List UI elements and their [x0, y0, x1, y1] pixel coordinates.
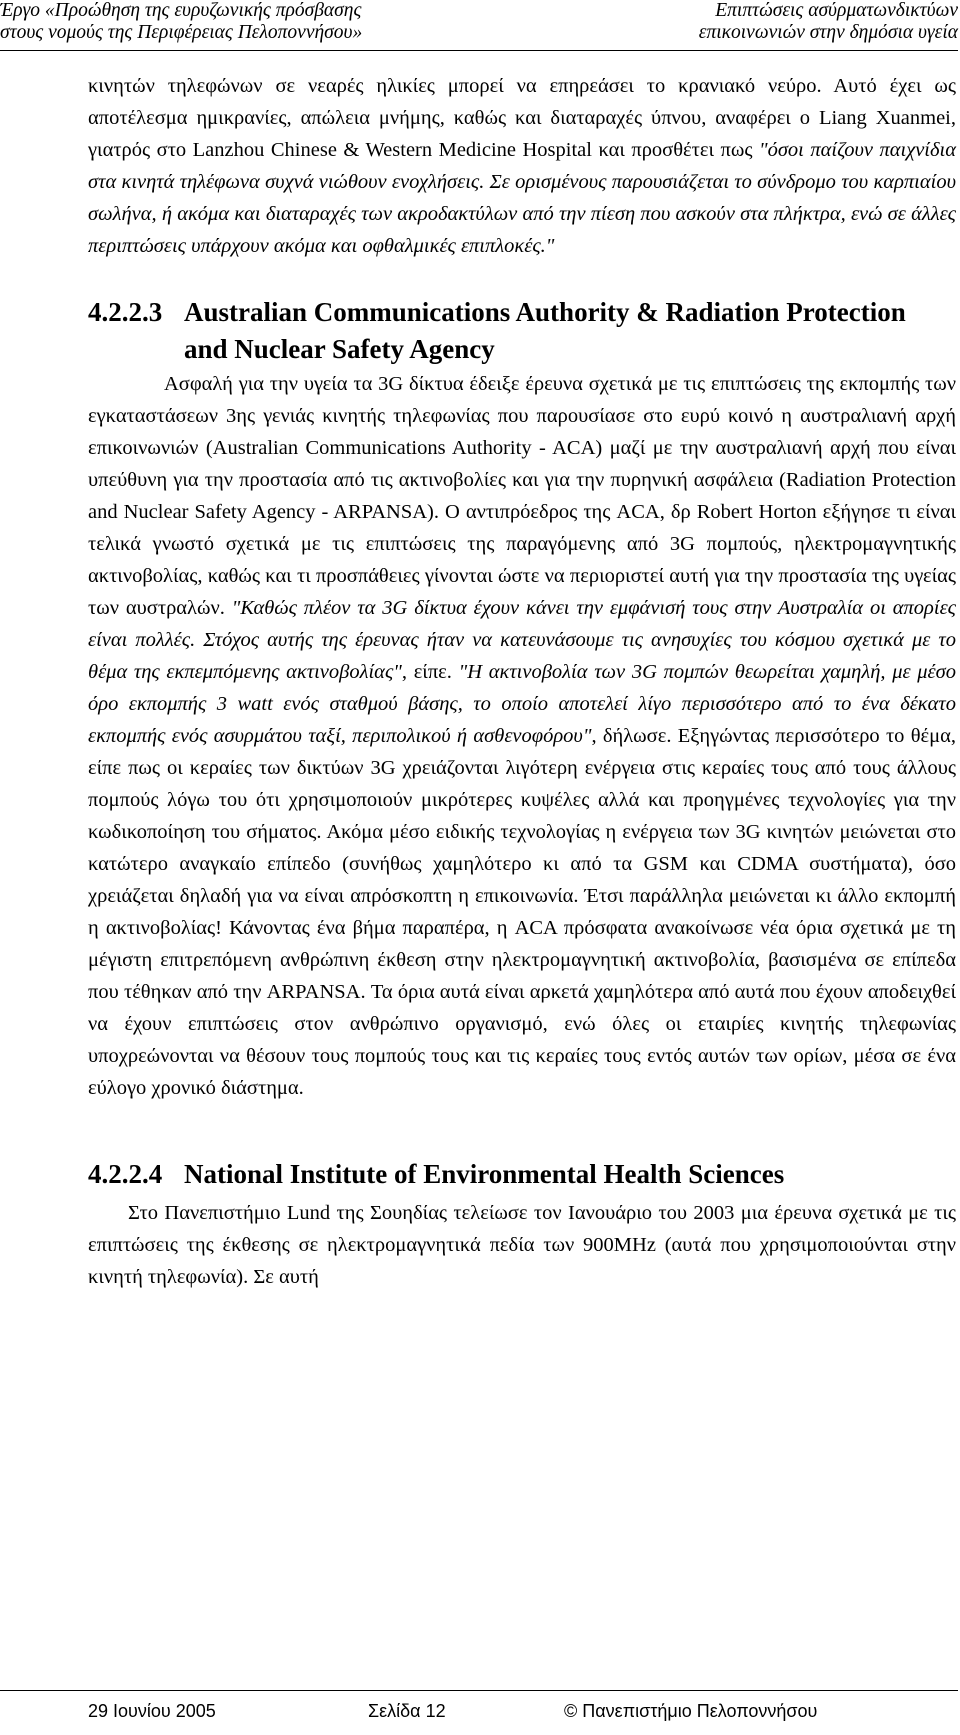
paragraph-text: , είπε. — [401, 661, 459, 683]
footer-page-number: Σελίδα 12 — [368, 1701, 446, 1721]
header-rule — [0, 50, 958, 51]
header-right-line-2: επικοινωνιών στην δημόσια υγεία — [698, 22, 958, 43]
quote-text: "όσοι παίζουν παιχνίδια στα κινητά τηλέφωνα συχνά νιώθουν ενοχλήσεις. Σε ορισμένους παρουσιάζεται το σύνδρομο του καρπιαίου σωλήνα, ή ακόμα και διαταραχές των ακροδακτύλων από την πίεση που ασκούν στα πλήκτρα, ενώ σε άλλες περιπτώσεις υπάρχουν ακόμα και οφθαλμικές επιπλοκές." — [88, 139, 956, 257]
paragraph-lund: Στο Πανεπιστήμιο Lund της Σουηδίας τελείωσε τον Ιανουάριο του 2003 μια έρευνα σχετικά με τις επιπτώσεις της έκθεσης σε ηλεκτρομαγνητικά πεδία των 900MHz (αυτά που χρησιμοποιούνται στην κινητή τηλεφωνία). Σε αυτή — [88, 1202, 956, 1288]
header-left — [0, 0, 362, 44]
section-title: Australian Communications Authority & Radiation Protection and Nuclear Safety Agency — [184, 297, 906, 364]
paragraph-continuation — [88, 70, 956, 262]
section-heading-4-2-2-3 — [88, 294, 956, 368]
section-title: National Institute of Environmental Health Sciences — [184, 1159, 785, 1189]
quote-text: "Η ακτινοβολία των 3G πομπών θεωρείται χαμηλή, με μέσο όρο εκπομπής 3 watt ενός σταθμού βάσης, το οποίο αποτελεί λίγο περισσότερο από το ένα δέκατο εκπομπής ενός ασυρμάτου ταξί, περιπολικού ή ασθενοφόρου" — [88, 661, 956, 747]
paragraph-aca — [88, 368, 956, 1104]
paragraph-text: , δήλωσε. Εξηγώντας περισσότερο το θέμα, είπε πως οι κεραίες των δικτύων 3G χρειάζονται λιγότερη ενέργεια στις κεραίες τους από τους άλλους πομπούς λόγω του ότι χρησιμοποιούν μικρότερες κυψέλες αλλά και προηγμένες τεχνολογίες για την κωδικοποίηση του σήματος. Ακόμα μέσο ειδικής τεχνολογίας η ενέργεια των 3G κινητών μειώνεται στο κατώτερο αναγκαίο επίπεδο (συνήθως χαμηλότερο κι από τα GSM και CDMA συστήματα), όσο χρειάζεται δηλαδή για να είναι απρόσκοπτη η επικοινωνία. Έτσι παράλληλα μειώνεται κι άλλο εκπομπή η ακτινοβολίας! Κάνοντας ένα βήμα παραπέρα, η ACA πρόσφατα ανακοίνωσε νέα όρια σχετικά με τη μέγιστη επιτρεπόμενη ανθρώπινη έκθεση στην ηλεκτρομαγνητική ακτινοβολία, βασισμένα σε επίπεδα που τέθηκαν από την ARPANSA. Τα όρια αυτά είναι αρκετά χαμηλότερα από αυτά που έχουν αποδειχθεί να έχουν επιπτώσεις στον ανθρώπινο οργανισμό, ενώ όλες οι εταιρίες κινητής τηλεφωνίας υποχρεώνονται να θέσουν τους πομπούς τους και τις κεραίες τους εντός αυτών των ορίων, μέσα σε ένα εύλογο χρονικό διάστημα. — [88, 725, 956, 1099]
header-right-line-1: Επιπτώσεις ασύρματωνδικτύων — [715, 0, 958, 21]
paragraph-text: κινητών τηλεφώνων σε νεαρές ηλικίες μπορεί να επηρεάσει το κρανιακό νεύρο. Αυτό έχει ως αποτέλεσμα ημικρανίες, απώλεια μνήμης, καθώς και διαταραχές ύπνου, αναφέρει ο Liang Xuanmei, γιατρός στο Lanzhou Chinese & Western Medicine Hospital και προσθέτει πως — [88, 75, 956, 161]
page-body — [88, 70, 956, 1293]
paragraph-text: Ασφαλή για την υγεία τα 3G δίκτυα έδειξε έρευνα σχετικά με τις επιπτώσεις της εκπομπής των εγκαταστάσεων 3ης γενιάς κινητής τηλεφωνίας που παρουσίασε στο ευρύ κοινό η αυστραλιανή αρχή επικοινωνιών (Australian Communications Authority - ACA) μαζί με την αυστραλιανή αρχή που είναι υπεύθυνη για την προστασία από τις ακτινοβολίες και για την πυρηνική ασφάλεια (Radiation Protection and Nuclear Safety Agency - ARPANSA). Ο αντιπρόεδρος της ACA, δρ Robert Horton εξήγησε τι είναι τελικά γνωστό σχετικά με τις επιπτώσεις της παραγόμενης από 3G πομπούς, ηλεκτρομαγνητικής ακτινοβολίας, καθώς και τι προσπάθειες γίνονται ώστε να περιοριστεί αυτή για την προστασία της υγείας των αυστραλών. — [88, 373, 956, 619]
quote-text: "Καθώς πλέον τα 3G δίκτυα έχουν κάνει την εμφάνισή τους στην Αυστραλία οι απορίες είναι πολλές. Στόχος αυτής της έρευνας ήταν να κατευνάσουμε τις ανησυχίες του κόσμου σχετικά με το θέμα της εκπεμπόμενης ακτινοβολίας" — [88, 597, 956, 683]
header-left-line-1: Έργο «Προώθηση της ευρυζωνικής πρόσβασης — [0, 0, 362, 21]
footer-copyright: © Πανεπιστήμιο Πελοποννήσου — [564, 1701, 818, 1721]
footer-date: 29 Ιουνίου 2005 — [88, 1701, 216, 1721]
footer-rule — [0, 1690, 958, 1691]
header-left-line-2: στους νομούς της Περιφέρειας Πελοποννήσου» — [0, 22, 363, 43]
section-heading-4-2-2-4 — [88, 1156, 956, 1193]
header-right — [699, 0, 958, 44]
section-number: 4.2.2.4 — [88, 1159, 163, 1189]
section-number: 4.2.2.3 — [88, 297, 163, 327]
